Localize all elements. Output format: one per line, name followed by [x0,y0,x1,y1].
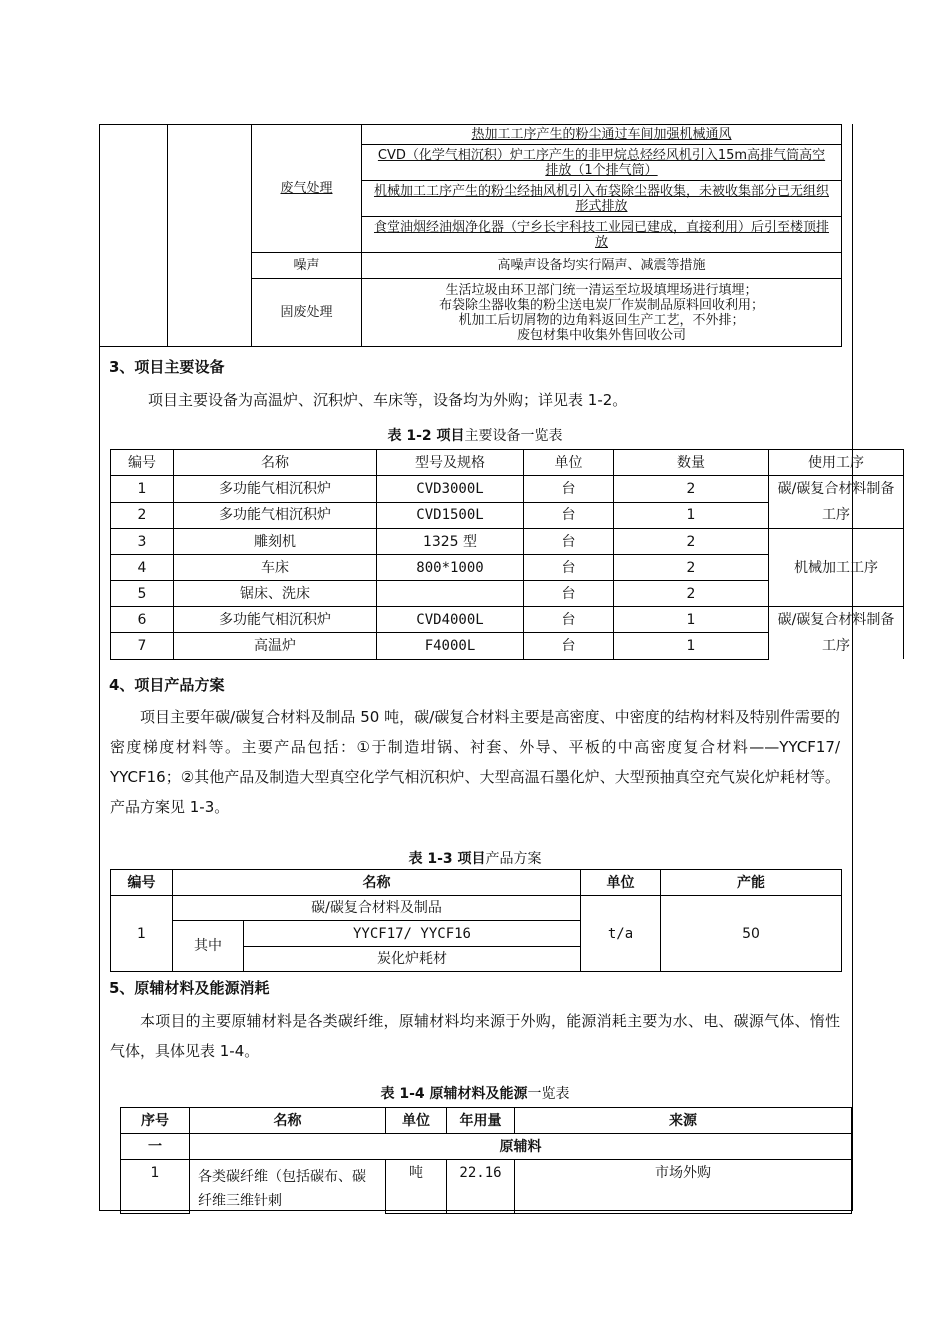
noise-text: 高噪声设备均实行隔声、减震等措施 [362,253,842,279]
section3-heading: 3、项目主要设备 [109,358,225,376]
row-process: 碳/碳复合材料制备工序 [769,607,904,660]
row-name: 锯床、洗床 [174,581,377,607]
row-name: 多功能气相沉积炉 [174,502,377,529]
row-qty: 2 [614,529,769,555]
row-unit: 台 [524,581,614,607]
row-model: 800*1000 [377,555,524,581]
exhaust-item: CVD（化学气相沉积）炉工序产生的非甲烷总烃经风机引入15m高排气筒高空排放（1个排气筒） [362,145,842,181]
caption-bold: 表 1-2 项目 [387,428,465,444]
row-name: 雕刻机 [174,529,377,555]
row-name: 高温炉 [174,633,377,659]
header-cell: 编号 [111,450,174,476]
section5-paragraph: 本项目的主要原辅材料是各类碳纤维，原辅材料均来源于外购，能源消耗主要为水、电、碳源气体、惰性气体，具体见表 1-4。 [110,1012,840,1060]
table-1-3-caption [99,848,851,868]
caption-rest: 一览表 [527,1086,570,1102]
table-row [111,607,904,633]
product-capacity: 50 [661,896,842,972]
sub-label: 其中 [173,921,244,972]
row-name: 车床 [174,555,377,581]
row-source: 市场外购 [515,1160,852,1214]
row-qty: 1 [614,502,769,529]
env-measures-table [99,124,842,347]
group-no: 一 [121,1134,190,1160]
solid-waste-item: 废包材集中收集外售回收公司 [516,327,686,343]
row-model: CVD3000L [377,476,524,503]
product-no: 1 [111,896,173,972]
group-name: 原辅料 [190,1134,852,1160]
noise-label: 噪声 [252,253,362,279]
solid-waste-item: 生活垃圾由环卫部门统一清运至垃圾填埋场进行填埋； [445,282,758,298]
equipment-table [110,449,904,660]
blank-cell [168,125,252,347]
solid-waste-list [362,279,842,347]
section4-paragraph: 项目主要年碳/碳复合材料及制品 50 吨，碳/碳复合材料主要是高密度、中密度的结构材料及特别件需要的密度梯度材料等。主要产品包括：①于制造坩锅、衬套、外导、平板的中高密度复合材料——YYCF17/ YYCF16；②其他产品及制造大型真空化学气相沉积炉、大型高温石墨化炉、大型预抽真空充气炭化炉耗材等。产品方案见 1-3。 [110,708,840,816]
table-row [111,529,904,555]
table-row [111,476,904,503]
row-unit: 吨 [386,1160,447,1214]
row-no: 1 [111,476,174,503]
row-unit: 台 [524,555,614,581]
exhaust-item: 机械加工工序产生的粉尘经抽风机引入布袋除尘器收集，未被收集部分已无组织形式排放 [362,181,842,217]
caption-bold: 表 1-3 项目 [408,851,486,867]
row-qty: 2 [614,555,769,581]
header-cell: 名称 [173,870,581,896]
exhaust-item: 热加工工序产生的粉尘通过车间加强机械通风 [362,125,842,145]
caption-bold: 表 1-4 原辅材料及能源 [380,1086,528,1102]
row-no: 4 [111,555,174,581]
row-model: F4000L [377,633,524,659]
row-unit: 台 [524,476,614,503]
row-qty: 2 [614,476,769,503]
header-cell: 产能 [661,870,842,896]
header-cell: 名称 [174,450,377,476]
header-cell: 序号 [121,1108,190,1134]
header-cell: 型号及规格 [377,450,524,476]
product-name: 碳/碳复合材料及制品 [173,896,581,921]
row-model: CVD1500L [377,502,524,529]
row-no: 1 [121,1160,190,1214]
row-no: 3 [111,529,174,555]
row-unit: 台 [524,607,614,633]
row-qty: 1 [614,607,769,633]
row-model: CVD4000L [377,607,524,633]
row-name: 多功能气相沉积炉 [174,607,377,633]
row-model [377,581,524,607]
row-name: 各类碳纤维（包括碳布、碳纤维三维针刺 [190,1160,386,1214]
table-header-row [121,1108,852,1134]
row-no: 2 [111,502,174,529]
sub-item: YYCF17/ YYCF16 [244,921,581,947]
header-cell: 名称 [190,1108,386,1134]
header-cell: 单位 [581,870,661,896]
header-cell: 编号 [111,870,173,896]
header-cell: 单位 [386,1108,447,1134]
row-unit: 台 [524,502,614,529]
blank-cell [100,125,168,347]
row-unit: 台 [524,529,614,555]
solid-waste-label: 固废处理 [252,279,362,347]
row-qty: 2 [614,581,769,607]
row-unit: 台 [524,633,614,659]
table-row [121,1160,852,1214]
table-1-2-caption [99,425,851,445]
row-no: 6 [111,607,174,633]
caption-rest: 产品方案 [485,851,542,867]
header-cell: 来源 [515,1108,852,1134]
row-no: 5 [111,581,174,607]
group-row [121,1134,852,1160]
caption-rest: 主要设备一览表 [464,428,563,444]
exhaust-label: 废气处理 [252,125,362,253]
header-cell: 单位 [524,450,614,476]
exhaust-item: 食堂油烟经油烟净化器（宁乡长宇科技工业园已建成，直接利用）后引至楼顶排放 [362,217,842,253]
product-table [110,869,842,972]
solid-waste-item: 布袋除尘器收集的粉尘送电炭厂作炭制品原料回收利用； [438,297,764,313]
section4-heading: 4、项目产品方案 [109,676,225,694]
section3-paragraph: 项目主要设备为高温炉、沉积炉、车床等，设备均为外购；详见表 1-2。 [148,391,628,409]
row-process: 机械加工工序 [769,529,904,607]
table-header-row [111,450,904,476]
section5-heading: 5、原辅材料及能源消耗 [109,979,270,997]
product-unit: t/a [581,896,661,972]
table-row [111,896,842,921]
row-qty: 1 [614,633,769,659]
header-cell: 数量 [614,450,769,476]
table-1-4-caption [99,1083,851,1103]
row-model: 1325 型 [377,529,524,555]
solid-waste-item: 机加工后切屑物的边角料返回生产工艺，不外排； [458,312,745,328]
row-amount: 22.16 [447,1160,515,1214]
materials-table [120,1107,852,1214]
row-name: 多功能气相沉积炉 [174,476,377,503]
header-cell: 使用工序 [769,450,904,476]
row-process: 碳/碳复合材料制备工序 [769,476,904,529]
row-no: 7 [111,633,174,659]
header-cell: 年用量 [447,1108,515,1134]
table-header-row [111,870,842,896]
sub-item: 炭化炉耗材 [244,947,581,972]
